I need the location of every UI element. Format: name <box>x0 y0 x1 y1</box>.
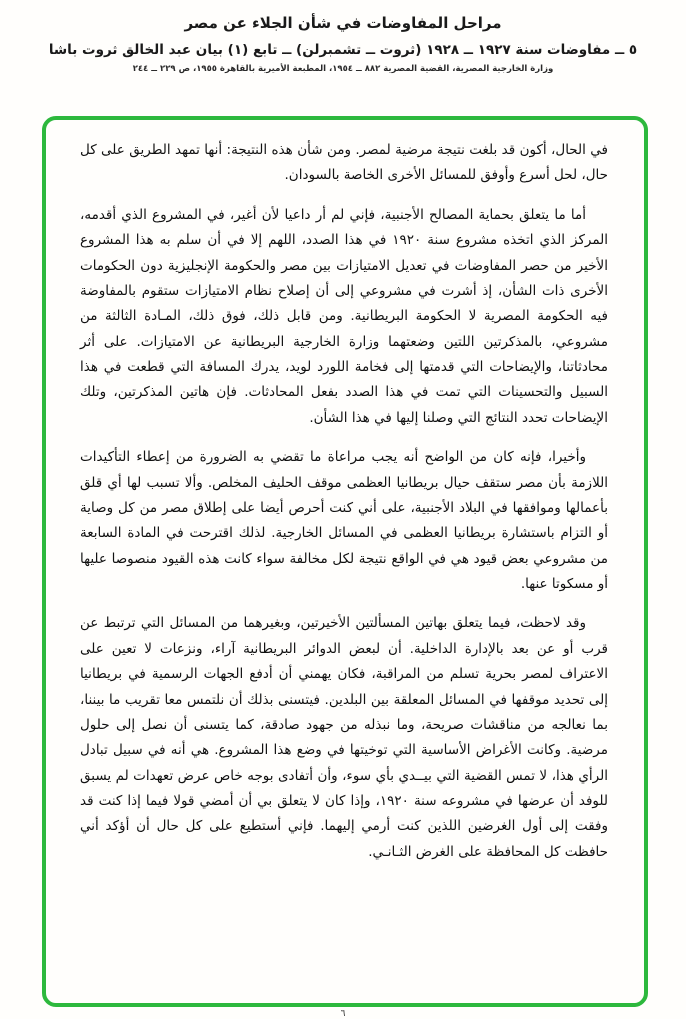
page-number-mark: ٦ <box>340 1009 346 1019</box>
body-text <box>80 138 608 865</box>
paragraph: أما ما يتعلق بحماية المصالح الأجنبية، فإني لم أر داعيا لأن أغير، في المشروع الذي أقدمه، المركز الذي اتخذه مشروع سنة ١٩٢٠ في هذا الصدد، اللهم إلا في أن سلم به هذا المشروع الأخير من حصر المفاوضات في تعديل الامتيازات بين مصر والحكومة الإنجليزية دون الحكومات الأخرى ذات الشأن، إذ أشرت في مشروعي إلى أن إصلاح نظام الامتيازات ستقوم بالمفاوضة فيه الحكومة المصرية لا الحكومة البريطانية. ومن قابل ذلك، فوق ذلك، المـادة الثالثة من مشروعي، بالمذكرتين اللتين وضعتهما وزارة الخارجية البريطانية عن الامتيازات. على أثر محادثاتنا، والإيضاحات التي قدمتها إلى فخامة اللورد لويد، يدرك المسافة التي قطعت في هذا السبيل والتحسينات التي تمت في هذا الصدد بفعل المحادثات. فإن هاتين المذكرتين، وتلك الإيضاحات تحدد النتائج التي وصلنا إليها في هذا الشأن. <box>80 206 608 426</box>
source-citation: وزارة الخارجية المصرية، القضية المصرية ٨٨٢ ــ ١٩٥٤، المطبعة الأميرية بالقاهرة ١٩٥٥، ص ٢٢٩ ــ ٢٤٤ <box>132 64 554 74</box>
text-border-frame <box>42 116 648 1007</box>
document-header <box>0 0 686 74</box>
paragraph: في الحال، أكون قد بلغت نتيجة مرضية لمصر. ومن شأن هذه النتيجة: أنها تمهد الطريق على كل حال، لحل أسرع وأوفق للمسائل الأخرى الخاصة بالسودان. <box>80 142 608 184</box>
paragraph: وقد لاحظت، فيما يتعلق بهاتين المسألتين الأخيرتين، وبغيرهما من المسائل التي ترتبط عن قرب أو عن بعد بالإدارة الداخلية. أن لبعض الدوائر البريطانية آراء، ونزعات لا تعين على الاعتراف لمصر بحرية تسلم من المراقبة، فكان يهمني أن أدفع الجهات الرسمية في بريطانيا إلى تحديد موقفها في المسائل المعلقة بين البلدين. فيتسنى بذلك أن نلتمس معا تقريب ما بيننا، بما نعالجه من مناقشات صريحة، وما نبذله من جهود صادقة، كما يتسنى أن نصل إلى حلول مرضية. وكانت الأغراض الأساسية التي توخيتها في وضع هذا المشروع. هي أنه في سبيل تبادل الرأي هذا، لا تمس القضية التي بيــدي بأي سوء، وأن أتفادى بوجه خاص عرض تعهدات لم يسبق للوفد أن عرضها في مشروعه سنة ١٩٢٠، وإذا كان لا يتعلق بي أن أمضي قولا فيما إذا كنت قد وفقت إلى أول الغرضين اللذين كنت أرمي إليهما. فإني أستطيع على كل حال أن أؤكد أني حافظت كل المحافظة على الغرض الثـانـي. <box>80 615 608 860</box>
document-title: مراحل المفاوضات في شأن الجلاء عن مصر <box>184 14 502 32</box>
paragraph: وأخيرا، فإنه كان من الواضح أنه يجب مراعاة ما تقضي به الضرورة من إعطاء التأكيدات اللازمة بأن مصر ستقف حيال بريطانيا العظمى موقف الحليف المخلص. وألا تسبب لها أي قلق بأعمالها وموافقها في البلاد الأجنبية، على أني كنت أحرص أيضا على إطلاق مصر من كل وصاية أو التزام باستشارة بريطانيا العظمى في المسائل الخارجية. لذلك اقترحت في المادة السابعة من مشروعي بعض قيود هي في الواقع نتيجة لكل مخالفة سواء كانت هذه القيود منصوصا عليها أو مسكوتا عنها. <box>80 449 608 592</box>
document-subtitle: ٥ ــ مفاوضات سنة ١٩٢٧ ــ ١٩٢٨ (ثروت ــ تشمبرلن) ــ تابع (١) بيان عبد الخالق ثروت باشا <box>48 42 638 58</box>
